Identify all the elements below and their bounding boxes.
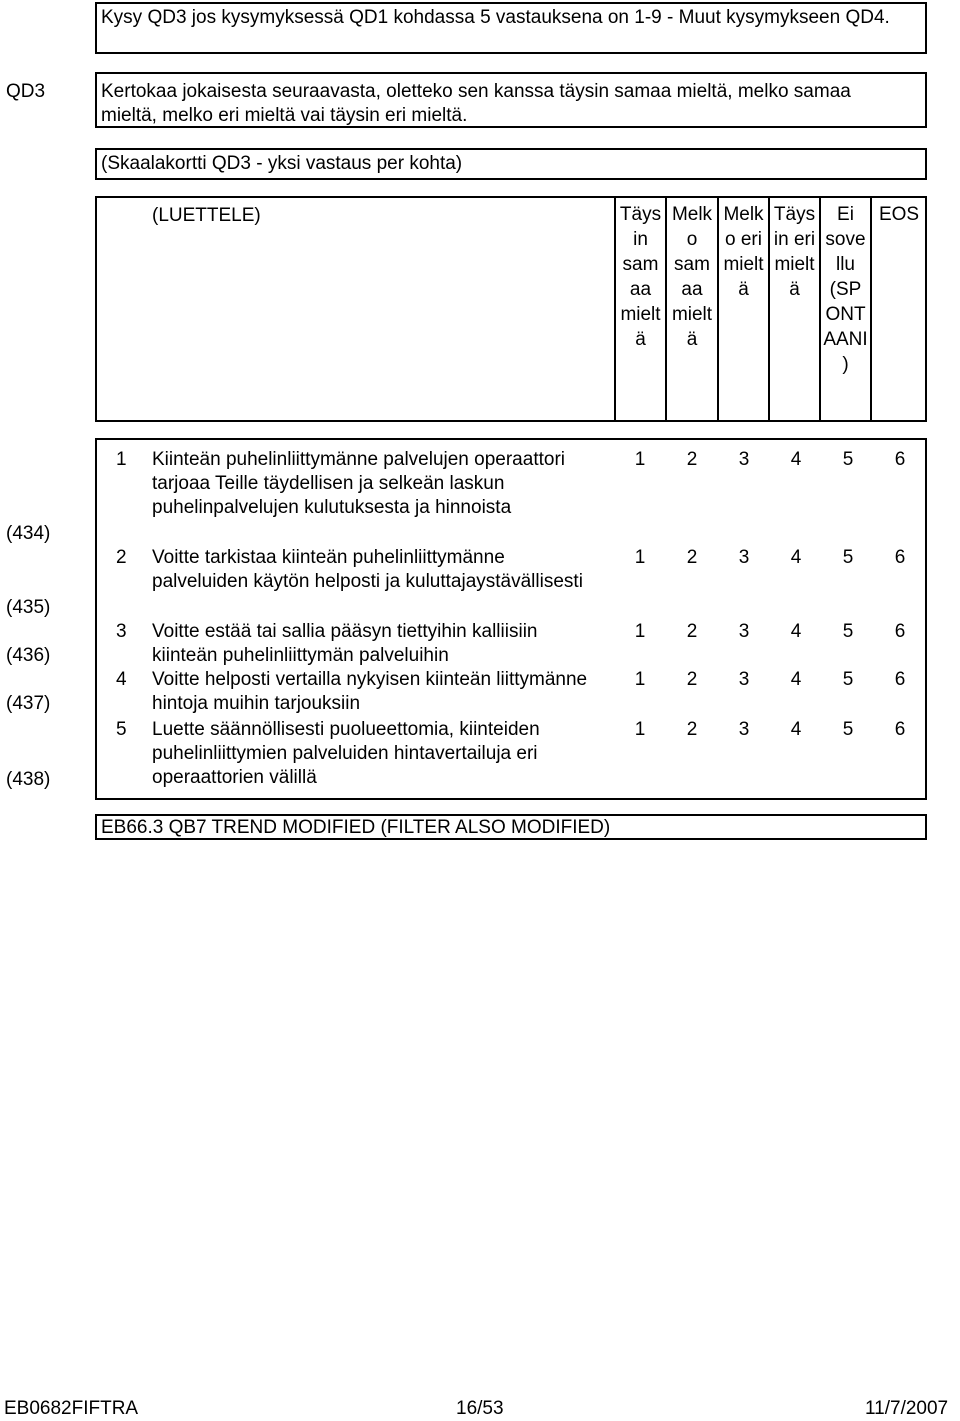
header-line: ä: [789, 279, 800, 300]
item-text-line: tarjoaa Teille täydellisen ja selkeän laskun: [152, 473, 505, 494]
variable-code: (436): [6, 645, 51, 666]
scale-option-1[interactable]: 1: [634, 449, 646, 470]
scale-option-6[interactable]: 6: [894, 547, 906, 568]
header-line: Melk: [723, 204, 764, 225]
question-text-line-2: mieltä, melko eri mieltä vai täysin eri mieltä.: [101, 105, 468, 126]
footer-page-number: 16/53: [456, 1398, 504, 1419]
header-line: sam: [622, 254, 659, 275]
scale-option-2[interactable]: 2: [686, 449, 698, 470]
header-line: o: [686, 229, 698, 250]
item-text-line: kiinteän puhelinliittymän palveluihin: [152, 645, 449, 666]
scale-option-6[interactable]: 6: [894, 719, 906, 740]
item-text-line: Kiinteän puhelinliittymänne palvelujen operaattori: [152, 449, 565, 470]
trend-note: EB66.3 QB7 TREND MODIFIED (FILTER ALSO MODIFIED): [101, 817, 611, 838]
variable-code: (438): [6, 769, 51, 790]
header-line: o eri: [725, 229, 762, 250]
filter-note-box: [95, 2, 927, 54]
scale-option-1[interactable]: 1: [634, 669, 646, 690]
item-text: [152, 546, 622, 594]
item-text: [152, 448, 622, 520]
header-line: aa: [681, 279, 703, 300]
header-fully-agree: [616, 202, 665, 352]
list-label: (LUETTELE): [152, 205, 261, 226]
header-line: mielt: [774, 254, 815, 275]
header-line: in: [633, 229, 648, 250]
variable-code: (435): [6, 597, 51, 618]
instruction-box: [95, 148, 927, 180]
scale-option-1[interactable]: 1: [634, 547, 646, 568]
header-line: AANI: [823, 329, 868, 350]
instruction-text: (Skaalakortti QD3 - yksi vastaus per kohta): [101, 153, 463, 174]
item-text-line: palveluiden käytön helposti ja kuluttajaystävällisesti: [152, 571, 583, 592]
header-line: ä: [738, 279, 749, 300]
item-text-line: Voitte estää tai sallia pääsyn tiettyihin kalliisiin: [152, 621, 538, 642]
scale-option-1[interactable]: 1: [634, 719, 646, 740]
header-somewhat-disagree: [719, 202, 768, 302]
header-line: ä: [635, 329, 646, 350]
header-line: Täys: [773, 204, 816, 225]
header-line: in eri: [773, 229, 816, 250]
filter-note: Kysy QD3 jos kysymyksessä QD1 kohdassa 5 vastauksena on 1-9 - Muut kysymykseen QD4.: [101, 7, 890, 28]
question-text-line-1: Kertokaa jokaisesta seuraavasta, oletteko sen kanssa täysin samaa mieltä, melko samaa: [101, 81, 851, 102]
header-line: ): [842, 354, 849, 375]
trend-note-box: [95, 814, 927, 840]
scale-option-6[interactable]: 6: [894, 621, 906, 642]
header-not-applicable: [821, 202, 870, 377]
question-id: QD3: [6, 81, 46, 102]
header-line: ONT: [825, 304, 866, 325]
scale-option-3[interactable]: 3: [738, 449, 750, 470]
scale-option-4[interactable]: 4: [790, 621, 802, 642]
footer-date: 11/7/2007: [865, 1398, 949, 1419]
header-fully-disagree: [770, 202, 819, 302]
header-line: mielt: [723, 254, 764, 275]
scale-option-3[interactable]: 3: [738, 621, 750, 642]
header-line: (SP: [829, 279, 862, 300]
question-box: [95, 72, 927, 128]
scale-option-5[interactable]: 5: [842, 547, 854, 568]
header-line: Ei: [837, 204, 854, 225]
scale-option-4[interactable]: 4: [790, 719, 802, 740]
item-number: 5: [116, 719, 127, 740]
header-somewhat-agree: [667, 202, 717, 352]
item-text-line: Voitte tarkistaa kiinteän puhelinliittymänne: [152, 547, 505, 568]
header-line: llu: [835, 254, 855, 275]
item-text-line: puhelinpalvelujen kulutuksesta ja hinnoista: [152, 497, 512, 518]
item-text-line: Voitte helposti vertailla nykyisen kiinteän liittymänne: [152, 669, 588, 690]
header-line: sam: [674, 254, 710, 275]
item-text-line: operaattorien välillä: [152, 767, 317, 788]
scale-option-5[interactable]: 5: [842, 719, 854, 740]
header-line: mielt: [671, 304, 713, 325]
item-number: 2: [116, 547, 127, 568]
scale-option-5[interactable]: 5: [842, 669, 854, 690]
scale-option-6[interactable]: 6: [894, 449, 906, 470]
scale-option-2[interactable]: 2: [686, 547, 698, 568]
item-text-line: Luette säännöllisesti puolueettomia, kiinteiden: [152, 719, 540, 740]
header-line: EOS: [878, 204, 920, 225]
scale-option-2[interactable]: 2: [686, 719, 698, 740]
scale-option-5[interactable]: 5: [842, 449, 854, 470]
header-line: aa: [629, 279, 652, 300]
scale-option-4[interactable]: 4: [790, 669, 802, 690]
variable-code: (437): [6, 693, 51, 714]
item-text: [152, 718, 622, 790]
item-text-line: hintoja muihin tarjouksiin: [152, 693, 361, 714]
header-line: Täys: [619, 204, 662, 225]
scale-option-3[interactable]: 3: [738, 719, 750, 740]
scale-option-2[interactable]: 2: [686, 621, 698, 642]
header-divider: [870, 198, 872, 420]
header-line: ä: [686, 329, 698, 350]
scale-option-1[interactable]: 1: [634, 621, 646, 642]
item-number: 3: [116, 621, 127, 642]
variable-code: (434): [6, 523, 51, 544]
scale-option-6[interactable]: 6: [894, 669, 906, 690]
header-line: sove: [825, 229, 866, 250]
scale-option-3[interactable]: 3: [738, 669, 750, 690]
scale-option-2[interactable]: 2: [686, 669, 698, 690]
footer-document-id: EB0682FIFTRA: [4, 1398, 139, 1419]
scale-option-3[interactable]: 3: [738, 547, 750, 568]
header-dont-know: [872, 202, 926, 227]
item-number: 4: [116, 669, 127, 690]
header-line: mielt: [620, 304, 661, 325]
header-line: Melk: [671, 204, 713, 225]
item-text: [152, 620, 622, 668]
item-number: 1: [116, 449, 127, 470]
scale-option-4[interactable]: 4: [790, 547, 802, 568]
scale-option-4[interactable]: 4: [790, 449, 802, 470]
item-text-line: puhelinliittymien palveluiden hintavertailuja eri: [152, 743, 538, 764]
scale-option-5[interactable]: 5: [842, 621, 854, 642]
item-text: [152, 668, 622, 716]
